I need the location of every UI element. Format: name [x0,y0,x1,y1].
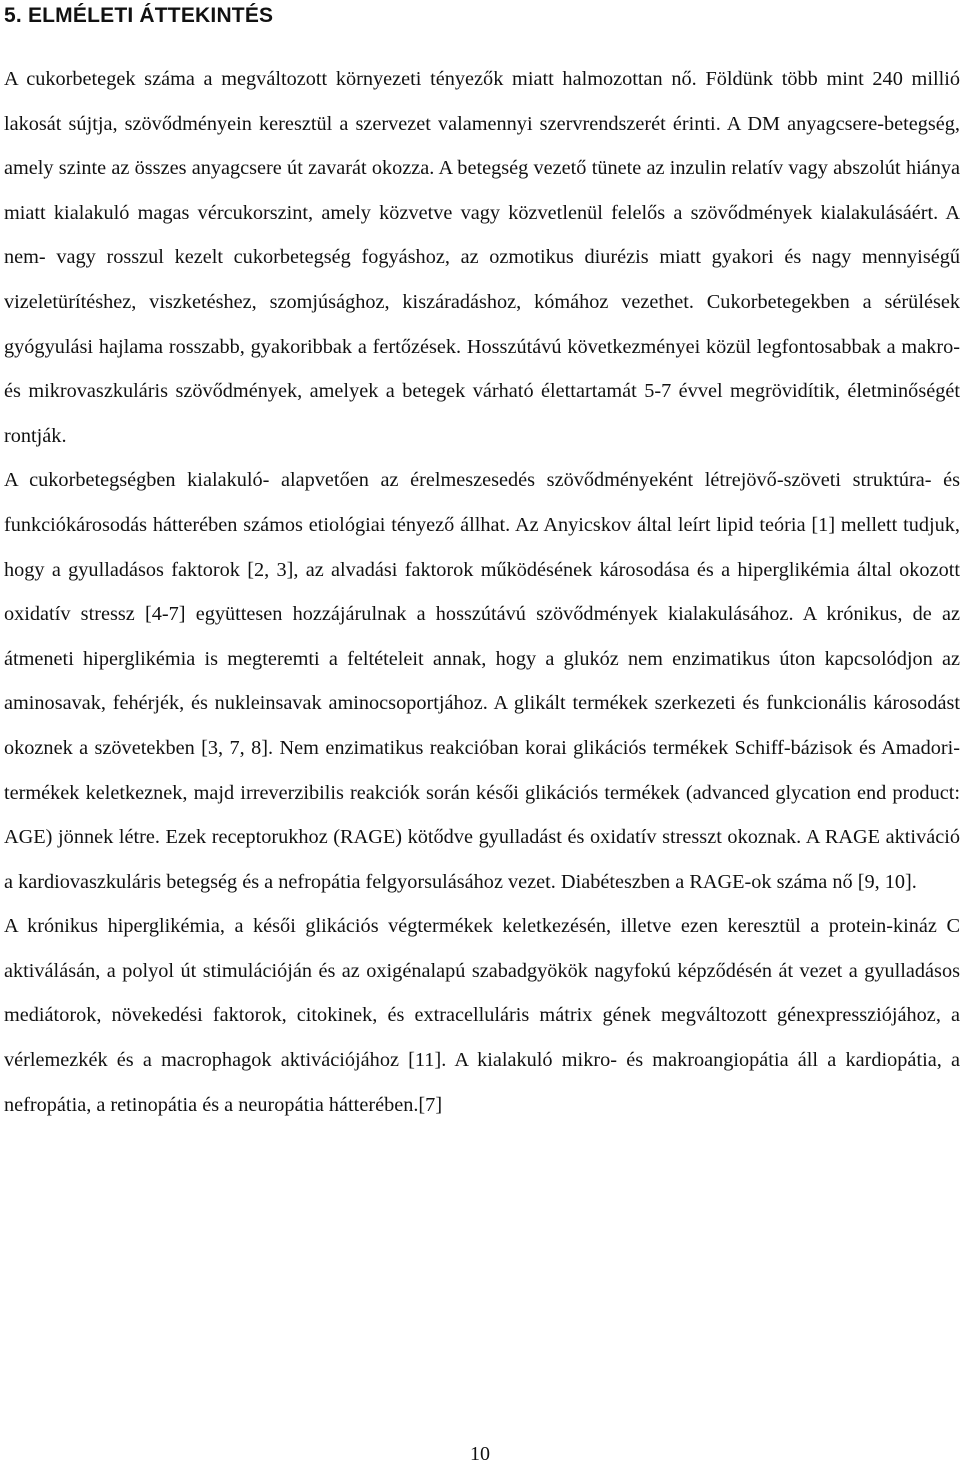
paragraph-3: A krónikus hiperglikémia, a késői glikációs végtermékek keletkezésén, illetve ezen keresztül a protein-kináz C aktiválásán, a polyol út stimulációján és az oxigénalapú szabadgyökök nagyfokú képződésén át vezet a gyulladásos mediátorok, növekedési faktorok, citokinek, és extracelluláris mátrix gének megváltozott génexpressziójához, a vérlemezkék és a macrophagok aktivációjához [11]. A kialakuló mikro- és makroangiopátia áll a kardiopátia, a nefropátia, a retinopátia és a neuropátia hátterében.[7] [4,915,960,1116]
body-text [4,57,960,1127]
paragraph-2: A cukorbetegségben kialakuló- alapvetően az érelmeszesedés szövődményeként létrejövő-szöveti struktúra- és funkciókárosodás hátterében számos etiológiai tényező állhat. Az Anyicskov által leírt lipid teória [1] mellett tudjuk, hogy a gyulladásos faktorok [2, 3], az alvadási faktorok működésének károsodása és a hiperglikémia által okozott oxidatív stressz [4-7] együttesen hozzájárulnak a hosszútávú szövődmények kialakulásához. A krónikus, de az átmeneti hiperglikémia is megteremti a feltételeit annak, hogy a glukóz nem enzimatikus úton kapcsolódjon az aminosavak, fehérjék, és nukleinsavak aminocsoportjához. A glikált termékek szerkezeti és funkcionális károsodást okoznek a szövetekben [3, 7, 8]. Nem enzimatikus reakcióban korai glikációs termékek Schiff-bázisok és Amadori-termékek keletkeznek, majd irreverzibilis reakciók során késői glikációs termékek (advanced glycation end product: AGE) jönnek létre. Ezek receptorukhoz (RAGE) kötődve gyulladást és oxidatív stresszt okoznak. A RAGE aktiváció a kardiovaszkuláris betegség és a nefropátia felgyorsulásához vezet. Diabéteszben a RAGE-ok száma nő [9, 10]. [4,469,960,893]
section-heading: 5. ELMÉLETI ÁTTEKINTÉS [4,4,274,27]
paragraph-1: A cukorbetegek száma a megváltozott környezeti tényezők miatt halmozottan nő. Földünk több mint 240 millió lakosát sújtja, szövődményein keresztül a szervezet valamennyi szervrendszerét érinti. A DM anyagcsere-betegség, amely szinte az összes anyagcsere út zavarát okozza. A betegség vezető tünete az inzulin relatív vagy abszolút hiánya miatt kialakuló magas vércukorszint, amely közvetve vagy közvetlenül felelős a szövődmények kialakulásáért. A nem- vagy rosszul kezelt cukorbetegség fogyáshoz, az ozmotikus diurézis miatt gyakori és nagy mennyiségű vizeletürítéshez, viszketéshez, szomjúsághoz, kiszáradáshoz, kómához vezethet. Cukorbetegekben a sérülések gyógyulási hajlama rosszabb, gyakoribbak a fertőzések. Hosszútávú következményei közül legfontosabbak a makro- és mikrovaszkuláris szövődmények, amelyek a betegek várható élettartamát 5-7 évvel megrövidítik, életminőségét rontják. [4,68,960,447]
page-number: 10 [470,1443,490,1465]
